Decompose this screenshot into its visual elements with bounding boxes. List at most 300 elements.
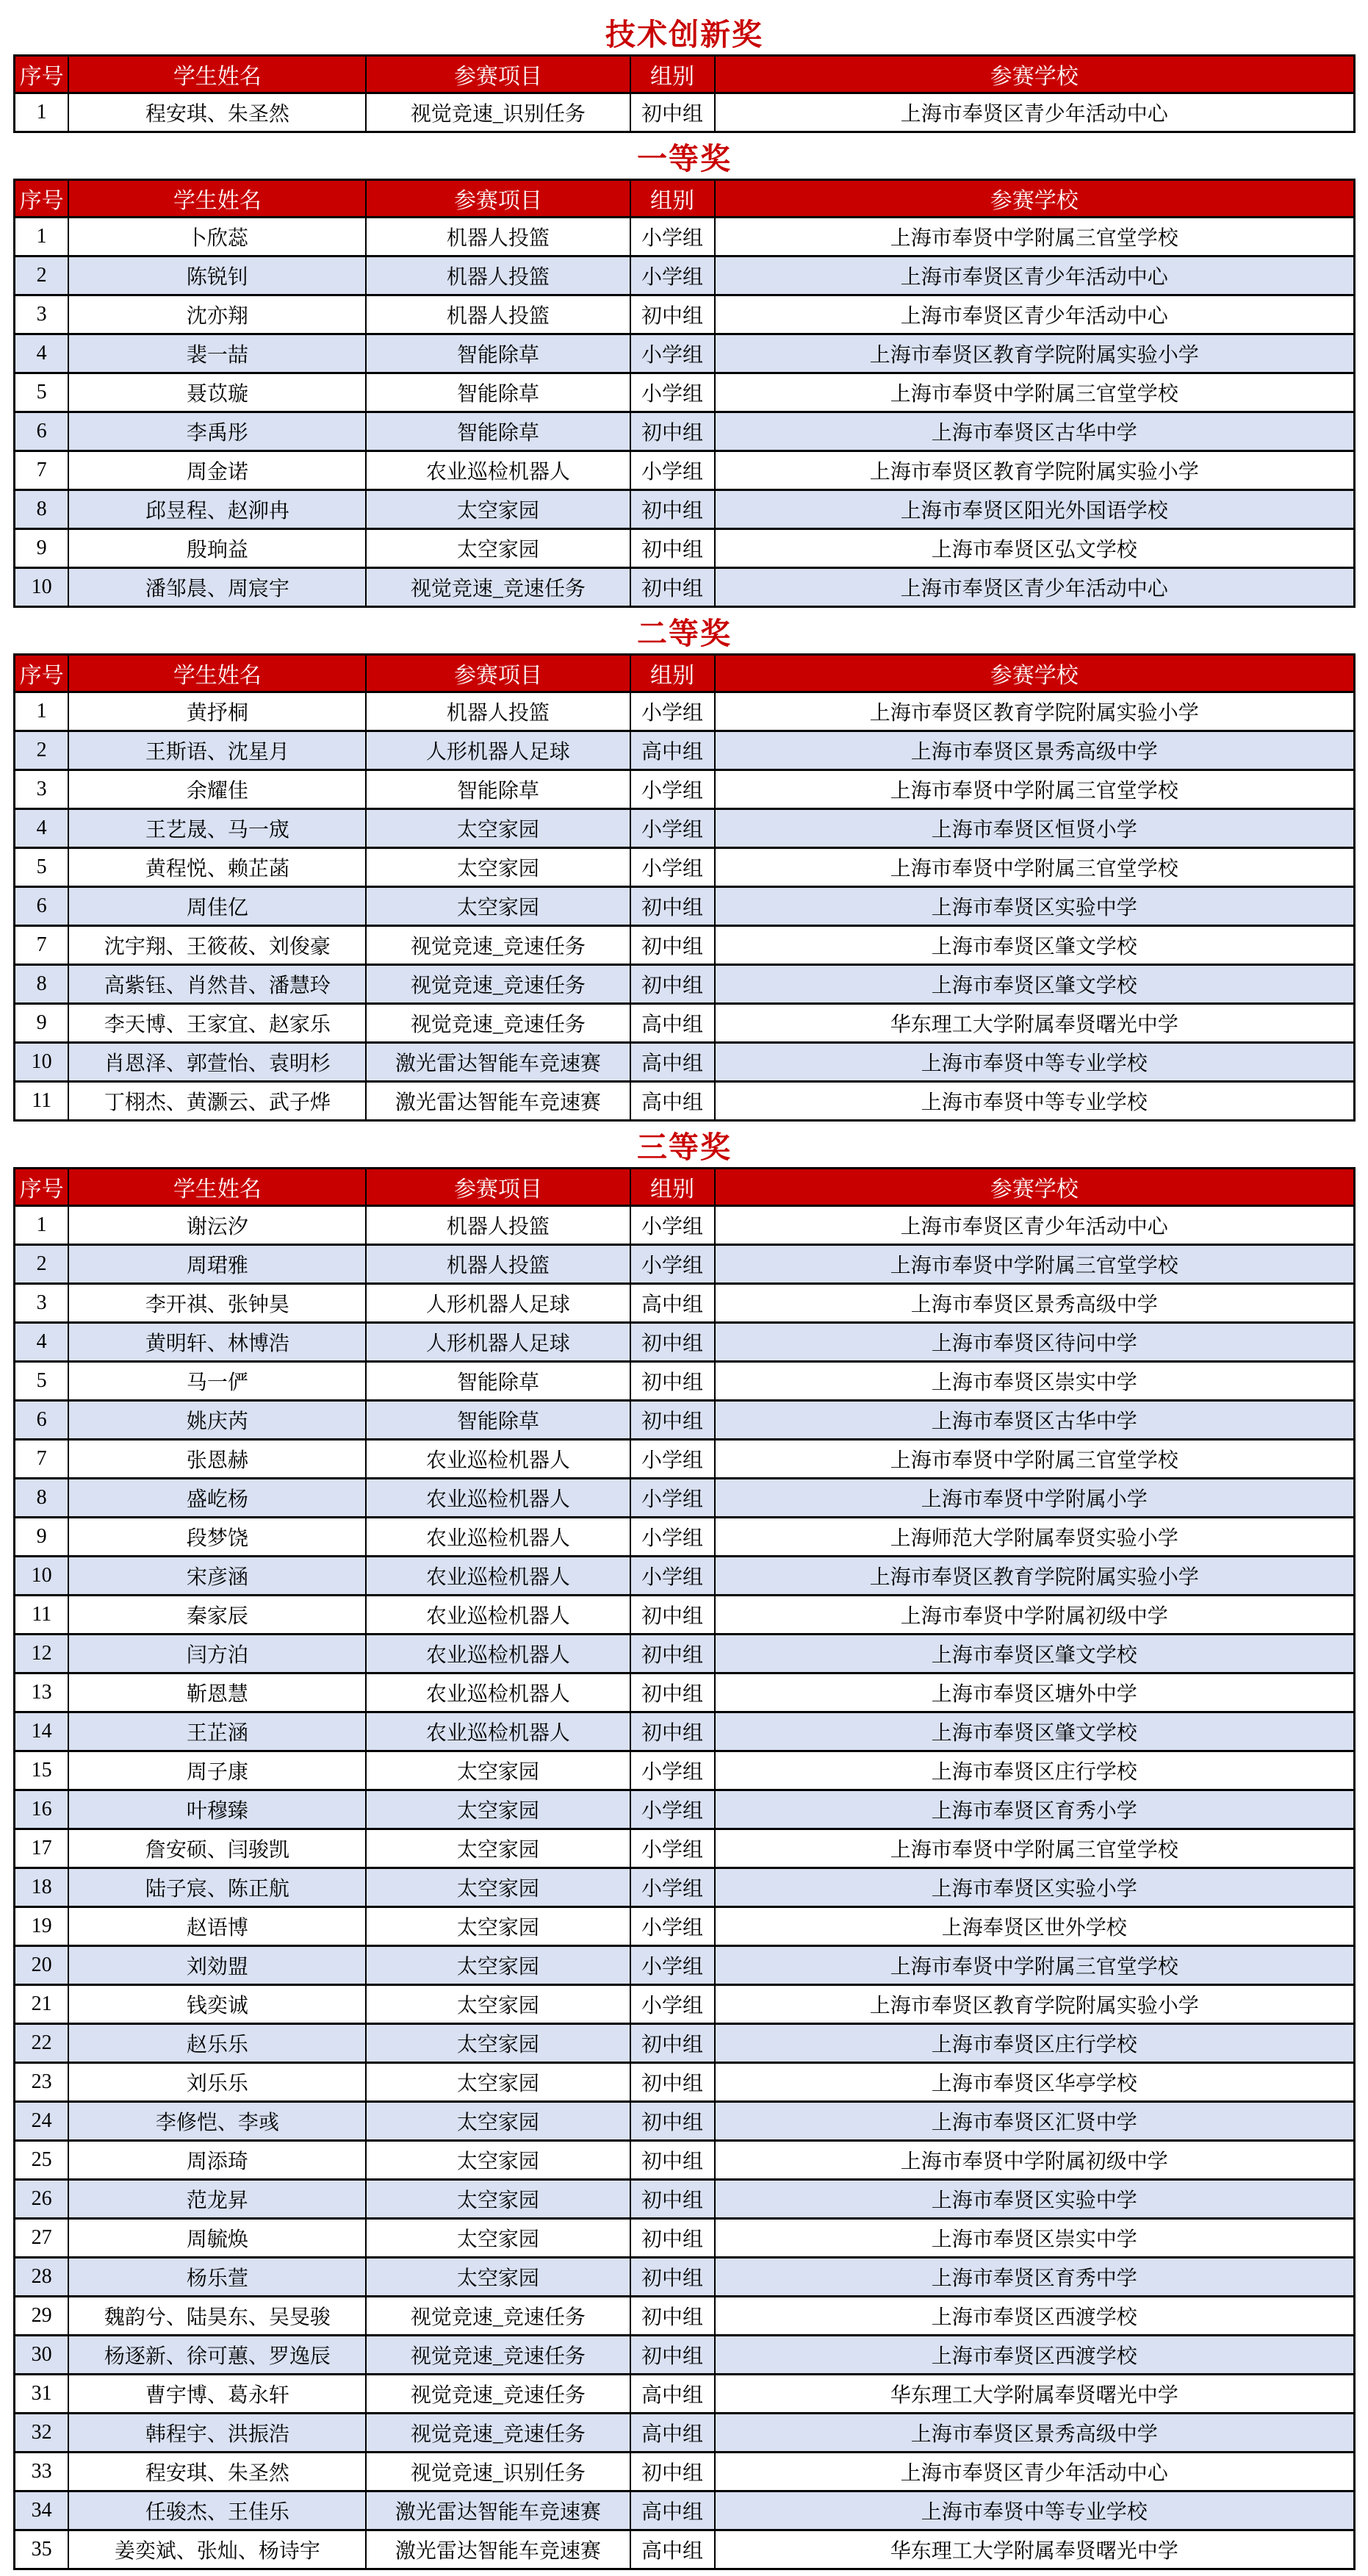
table-row (15, 334, 1355, 373)
column-header-group: 组别 (630, 180, 715, 218)
cell-school-name: 上海市奉贤中学附属初级中学 (715, 2141, 1355, 2180)
cell-school-name: 上海市奉贤中学附属三官堂学校 (715, 373, 1355, 412)
cell-event-name: 视觉竞速_识别任务 (366, 2453, 630, 2491)
cell-group: 小学组 (630, 1557, 715, 1596)
table-row (15, 2297, 1355, 2336)
table-row (15, 412, 1355, 451)
cell-student-names: 马一俨 (68, 1362, 366, 1401)
table-row (15, 2453, 1355, 2491)
section-title: 技术创新奖 (605, 17, 763, 51)
table-row (15, 2491, 1355, 2530)
cell-event-name: 太空家园 (366, 2258, 630, 2297)
cell-group: 小学组 (630, 1829, 715, 1868)
table-row (15, 692, 1355, 731)
table-row (15, 770, 1355, 809)
cell-school-name: 华东理工大学附属奉贤曙光中学 (715, 2530, 1355, 2569)
cell-school-name: 上海市奉贤区青少年活动中心 (715, 256, 1355, 295)
cell-student-names: 陆子宸、陈正航 (68, 1868, 366, 1907)
cell-student-names: 黄抒桐 (68, 692, 366, 731)
cell-event-name: 视觉竞速_竞速任务 (366, 2297, 630, 2336)
cell-school-name: 上海市奉贤中学附属三官堂学校 (715, 1440, 1355, 1479)
award-section (13, 133, 1356, 608)
column-header-group: 组别 (630, 1169, 715, 1206)
cell-group: 小学组 (630, 1868, 715, 1907)
cell-serial-number: 7 (15, 1440, 69, 1479)
cell-school-name: 上海市奉贤区恒贤小学 (715, 809, 1355, 848)
cell-group: 小学组 (630, 1440, 715, 1479)
column-header-school: 参赛学校 (715, 56, 1355, 93)
cell-group: 高中组 (630, 2375, 715, 2414)
cell-serial-number: 1 (15, 218, 69, 256)
cell-group: 小学组 (630, 1479, 715, 1518)
table-row (15, 1401, 1355, 1440)
cell-group: 初中组 (630, 568, 715, 607)
cell-school-name: 上海市奉贤区青少年活动中心 (715, 2453, 1355, 2491)
cell-event-name: 太空家园 (366, 1790, 630, 1829)
column-header-group: 组别 (630, 56, 715, 93)
award-sections (13, 9, 1356, 2570)
cell-group: 高中组 (630, 1284, 715, 1323)
cell-student-names: 赵乐乐 (68, 2024, 366, 2063)
cell-event-name: 农业巡检机器人 (366, 1479, 630, 1518)
cell-school-name: 上海市奉贤中等专业学校 (715, 2491, 1355, 2530)
award-section (13, 608, 1356, 1122)
cell-event-name: 太空家园 (366, 1985, 630, 2024)
column-header-event: 参赛项目 (366, 655, 630, 692)
cell-group: 初中组 (630, 490, 715, 529)
column-header-group: 组别 (630, 655, 715, 692)
table-row (15, 1673, 1355, 1712)
cell-serial-number: 8 (15, 1479, 69, 1518)
cell-serial-number: 35 (15, 2530, 69, 2569)
cell-event-name: 人形机器人足球 (366, 731, 630, 770)
column-header-student-names: 学生姓名 (68, 1169, 366, 1206)
table-row (15, 1985, 1355, 2024)
cell-school-name: 上海市奉贤区庄行学校 (715, 1751, 1355, 1790)
table-row (15, 731, 1355, 770)
cell-school-name: 上海市奉贤中学附属三官堂学校 (715, 1829, 1355, 1868)
cell-event-name: 激光雷达智能车竞速赛 (366, 1043, 630, 1082)
cell-event-name: 机器人投篮 (366, 1245, 630, 1284)
cell-serial-number: 21 (15, 1985, 69, 2024)
cell-school-name: 上海市奉贤区西渡学校 (715, 2297, 1355, 2336)
cell-group: 初中组 (630, 965, 715, 1004)
column-header-event: 参赛项目 (366, 56, 630, 93)
cell-student-names: 黄程悦、赖芷菡 (68, 848, 366, 887)
cell-event-name: 太空家园 (366, 2024, 630, 2063)
cell-serial-number: 7 (15, 451, 69, 490)
cell-event-name: 视觉竞速_竞速任务 (366, 2375, 630, 2414)
cell-school-name: 上海市奉贤区实验小学 (715, 1868, 1355, 1907)
cell-school-name: 上海市奉贤区崇实中学 (715, 1362, 1355, 1401)
cell-school-name: 上海市奉贤中学附属小学 (715, 1479, 1355, 1518)
table-row (15, 2141, 1355, 2180)
cell-student-names: 刘乐乐 (68, 2063, 366, 2102)
cell-event-name: 太空家园 (366, 2180, 630, 2219)
cell-event-name: 人形机器人足球 (366, 1323, 630, 1362)
cell-student-names: 李天博、王家宜、赵家乐 (68, 1004, 366, 1043)
cell-student-names: 刘効盟 (68, 1946, 366, 1985)
cell-event-name: 农业巡检机器人 (366, 1673, 630, 1712)
cell-student-names: 宋彦涵 (68, 1557, 366, 1596)
table-row (15, 1323, 1355, 1362)
cell-school-name: 上海市奉贤区实验中学 (715, 887, 1355, 926)
cell-event-name: 视觉竞速_竞速任务 (366, 2414, 630, 2453)
cell-group: 初中组 (630, 1323, 715, 1362)
cell-serial-number: 9 (15, 1004, 69, 1043)
table-row (15, 1004, 1355, 1043)
cell-student-names: 程安琪、朱圣然 (68, 2453, 366, 2491)
cell-student-names: 段梦饶 (68, 1518, 366, 1557)
cell-school-name: 上海市奉贤中等专业学校 (715, 1043, 1355, 1082)
cell-group: 高中组 (630, 2414, 715, 2453)
cell-student-names: 韩程宇、洪振浩 (68, 2414, 366, 2453)
cell-event-name: 农业巡检机器人 (366, 1635, 630, 1673)
cell-school-name: 上海市奉贤中学附属三官堂学校 (715, 218, 1355, 256)
table-row (15, 2024, 1355, 2063)
cell-student-names: 姜奕斌、张灿、杨诗宇 (68, 2530, 366, 2569)
table-row (15, 373, 1355, 412)
table-row (15, 295, 1355, 334)
cell-serial-number: 33 (15, 2453, 69, 2491)
cell-student-names: 潘邹晨、周宸宇 (68, 568, 366, 607)
cell-group: 小学组 (630, 1907, 715, 1946)
cell-student-names: 余耀佳 (68, 770, 366, 809)
cell-serial-number: 10 (15, 568, 69, 607)
cell-event-name: 太空家园 (366, 848, 630, 887)
cell-group: 初中组 (630, 295, 715, 334)
cell-group: 小学组 (630, 1751, 715, 1790)
cell-group: 小学组 (630, 256, 715, 295)
cell-school-name: 上海市奉贤区教育学院附属实验小学 (715, 334, 1355, 373)
table-row (15, 2375, 1355, 2414)
cell-event-name: 视觉竞速_竞速任务 (366, 2336, 630, 2375)
cell-serial-number: 1 (15, 93, 69, 132)
table-row (15, 1790, 1355, 1829)
table-row (15, 965, 1355, 1004)
cell-student-names: 丁栩杰、黄灏云、武子烨 (68, 1082, 366, 1121)
cell-student-names: 王芷涵 (68, 1712, 366, 1751)
table-row (15, 2219, 1355, 2258)
cell-school-name: 上海市奉贤中学附属三官堂学校 (715, 1946, 1355, 1985)
cell-serial-number: 8 (15, 490, 69, 529)
column-header-serial-number: 序号 (15, 180, 69, 218)
table-row (15, 2258, 1355, 2297)
cell-school-name: 上海市奉贤区庄行学校 (715, 2024, 1355, 2063)
cell-school-name: 上海市奉贤区青少年活动中心 (715, 93, 1355, 132)
column-header-school: 参赛学校 (715, 180, 1355, 218)
cell-group: 小学组 (630, 1985, 715, 2024)
cell-student-names: 周子康 (68, 1751, 366, 1790)
cell-group: 小学组 (630, 809, 715, 848)
cell-school-name: 上海市奉贤区景秀高级中学 (715, 1284, 1355, 1323)
cell-school-name: 上海市奉贤中等专业学校 (715, 1082, 1355, 1121)
cell-event-name: 太空家园 (366, 1868, 630, 1907)
cell-serial-number: 17 (15, 1829, 69, 1868)
cell-event-name: 机器人投篮 (366, 692, 630, 731)
cell-student-names: 曹宇博、葛永轩 (68, 2375, 366, 2414)
table-row (15, 1868, 1355, 1907)
cell-serial-number: 3 (15, 770, 69, 809)
cell-group: 小学组 (630, 373, 715, 412)
cell-serial-number: 34 (15, 2491, 69, 2530)
cell-event-name: 视觉竞速_竞速任务 (366, 926, 630, 965)
cell-event-name: 太空家园 (366, 2063, 630, 2102)
cell-serial-number: 20 (15, 1946, 69, 1985)
cell-student-names: 李开祺、张钟昊 (68, 1284, 366, 1323)
cell-student-names: 范龙昇 (68, 2180, 366, 2219)
cell-group: 初中组 (630, 1362, 715, 1401)
cell-event-name: 太空家园 (366, 1829, 630, 1868)
cell-event-name: 视觉竞速_竞速任务 (366, 568, 630, 607)
table-row (15, 1440, 1355, 1479)
cell-event-name: 农业巡检机器人 (366, 1557, 630, 1596)
cell-serial-number: 31 (15, 2375, 69, 2414)
table-row (15, 568, 1355, 607)
table-row (15, 1946, 1355, 1985)
cell-school-name: 上海市奉贤区青少年活动中心 (715, 295, 1355, 334)
cell-student-names: 谢沄汐 (68, 1206, 366, 1245)
cell-event-name: 视觉竞速_竞速任务 (366, 1004, 630, 1043)
column-header-serial-number: 序号 (15, 56, 69, 93)
cell-student-names: 周珺雅 (68, 1245, 366, 1284)
cell-student-names: 詹安硕、闫骏凯 (68, 1829, 366, 1868)
table-row (15, 1518, 1355, 1557)
cell-serial-number: 10 (15, 1557, 69, 1596)
cell-school-name: 上海市奉贤区肇文学校 (715, 1635, 1355, 1673)
cell-student-names: 肖恩泽、郭萱怡、袁明杉 (68, 1043, 366, 1082)
header-row (15, 1169, 1355, 1206)
cell-event-name: 太空家园 (366, 490, 630, 529)
cell-event-name: 视觉竞速_识别任务 (366, 93, 630, 132)
cell-student-names: 聂苡璇 (68, 373, 366, 412)
cell-event-name: 视觉竞速_竞速任务 (366, 965, 630, 1004)
table-row (15, 926, 1355, 965)
cell-student-names: 杨乐萱 (68, 2258, 366, 2297)
cell-group: 高中组 (630, 1043, 715, 1082)
cell-event-name: 激光雷达智能车竞速赛 (366, 1082, 630, 1121)
cell-event-name: 农业巡检机器人 (366, 451, 630, 490)
cell-group: 初中组 (630, 2024, 715, 2063)
cell-event-name: 太空家园 (366, 887, 630, 926)
cell-serial-number: 29 (15, 2297, 69, 2336)
table-row (15, 451, 1355, 490)
cell-event-name: 太空家园 (366, 2219, 630, 2258)
cell-school-name: 上海市奉贤区崇实中学 (715, 2219, 1355, 2258)
cell-student-names: 李禹彤 (68, 412, 366, 451)
cell-group: 小学组 (630, 770, 715, 809)
cell-serial-number: 23 (15, 2063, 69, 2102)
cell-group: 初中组 (630, 2102, 715, 2141)
cell-school-name: 上海市奉贤区青少年活动中心 (715, 1206, 1355, 1245)
table-row (15, 1557, 1355, 1596)
cell-serial-number: 1 (15, 692, 69, 731)
cell-serial-number: 2 (15, 731, 69, 770)
cell-group: 小学组 (630, 1206, 715, 1245)
cell-school-name: 上海市奉贤区肇文学校 (715, 965, 1355, 1004)
cell-school-name: 上海市奉贤区教育学院附属实验小学 (715, 451, 1355, 490)
cell-group: 小学组 (630, 1518, 715, 1557)
column-header-event: 参赛项目 (366, 1169, 630, 1206)
cell-group: 初中组 (630, 2297, 715, 2336)
cell-school-name: 上海市奉贤区青少年活动中心 (715, 568, 1355, 607)
cell-serial-number: 15 (15, 1751, 69, 1790)
cell-event-name: 农业巡检机器人 (366, 1712, 630, 1751)
cell-group: 初中组 (630, 2219, 715, 2258)
column-header-school: 参赛学校 (715, 1169, 1355, 1206)
table-row (15, 1206, 1355, 1245)
cell-event-name: 太空家园 (366, 2102, 630, 2141)
table-row (15, 2102, 1355, 2141)
cell-group: 初中组 (630, 2180, 715, 2219)
cell-student-names: 杨逐新、徐可蕙、罗逸辰 (68, 2336, 366, 2375)
cell-group: 小学组 (630, 1245, 715, 1284)
table-row (15, 1043, 1355, 1082)
cell-student-names: 周添琦 (68, 2141, 366, 2180)
cell-event-name: 太空家园 (366, 1946, 630, 1985)
cell-school-name: 上海市奉贤区华亭学校 (715, 2063, 1355, 2102)
cell-school-name: 上海市奉贤区塘外中学 (715, 1673, 1355, 1712)
cell-event-name: 智能除草 (366, 412, 630, 451)
cell-student-names: 靳恩慧 (68, 1673, 366, 1712)
award-section (13, 9, 1356, 133)
cell-serial-number: 30 (15, 2336, 69, 2375)
cell-serial-number: 4 (15, 1323, 69, 1362)
table-row (15, 1362, 1355, 1401)
cell-group: 小学组 (630, 451, 715, 490)
cell-school-name: 上海市奉贤区教育学院附属实验小学 (715, 1557, 1355, 1596)
table-row (15, 1245, 1355, 1284)
awards-table (13, 179, 1356, 608)
cell-school-name: 上海市奉贤中学附属初级中学 (715, 1596, 1355, 1635)
cell-student-names: 程安琪、朱圣然 (68, 93, 366, 132)
cell-group: 小学组 (630, 218, 715, 256)
table-row (15, 2414, 1355, 2453)
cell-school-name: 上海市奉贤中学附属三官堂学校 (715, 1245, 1355, 1284)
cell-group: 初中组 (630, 529, 715, 568)
cell-serial-number: 4 (15, 809, 69, 848)
cell-group: 初中组 (630, 1401, 715, 1440)
table-row (15, 218, 1355, 256)
cell-group: 初中组 (630, 926, 715, 965)
cell-student-names: 邱昱程、赵泖冉 (68, 490, 366, 529)
table-row (15, 93, 1355, 132)
cell-student-names: 秦家辰 (68, 1596, 366, 1635)
table-row (15, 1082, 1355, 1121)
section-title: 三等奖 (637, 1130, 732, 1164)
cell-event-name: 太空家园 (366, 809, 630, 848)
cell-group: 初中组 (630, 2453, 715, 2491)
cell-school-name: 上海市奉贤区古华中学 (715, 412, 1355, 451)
cell-group: 初中组 (630, 1673, 715, 1712)
cell-student-names: 殷珦益 (68, 529, 366, 568)
column-header-serial-number: 序号 (15, 655, 69, 692)
header-row (15, 655, 1355, 692)
cell-student-names: 沈宇翔、王筱莜、刘俊豪 (68, 926, 366, 965)
table-row (15, 848, 1355, 887)
cell-student-names: 李修恺、李彧 (68, 2102, 366, 2141)
cell-event-name: 人形机器人足球 (366, 1284, 630, 1323)
cell-student-names: 周毓焕 (68, 2219, 366, 2258)
table-row (15, 529, 1355, 568)
cell-serial-number: 16 (15, 1790, 69, 1829)
cell-school-name: 华东理工大学附属奉贤曙光中学 (715, 1004, 1355, 1043)
table-row (15, 1479, 1355, 1518)
cell-serial-number: 9 (15, 1518, 69, 1557)
cell-serial-number: 32 (15, 2414, 69, 2453)
cell-event-name: 智能除草 (366, 770, 630, 809)
table-row (15, 1635, 1355, 1673)
cell-serial-number: 22 (15, 2024, 69, 2063)
cell-group: 初中组 (630, 1712, 715, 1751)
cell-student-names: 姚庆芮 (68, 1401, 366, 1440)
cell-group: 高中组 (630, 1082, 715, 1121)
cell-serial-number: 13 (15, 1673, 69, 1712)
cell-event-name: 激光雷达智能车竞速赛 (366, 2530, 630, 2569)
header-row (15, 56, 1355, 93)
cell-group: 小学组 (630, 692, 715, 731)
cell-serial-number: 4 (15, 334, 69, 373)
cell-school-name: 上海市奉贤区教育学院附属实验小学 (715, 692, 1355, 731)
cell-student-names: 沈亦翔 (68, 295, 366, 334)
cell-serial-number: 24 (15, 2102, 69, 2141)
cell-school-name: 上海市奉贤区肇文学校 (715, 926, 1355, 965)
cell-serial-number: 8 (15, 965, 69, 1004)
cell-school-name: 上海市奉贤区阳光外国语学校 (715, 490, 1355, 529)
table-row (15, 1829, 1355, 1868)
cell-school-name: 上海市奉贤区待问中学 (715, 1323, 1355, 1362)
cell-group: 初中组 (630, 412, 715, 451)
cell-group: 高中组 (630, 2530, 715, 2569)
cell-group: 小学组 (630, 848, 715, 887)
cell-group: 小学组 (630, 334, 715, 373)
cell-group: 初中组 (630, 93, 715, 132)
cell-student-names: 王艺晟、马一宬 (68, 809, 366, 848)
cell-serial-number: 14 (15, 1712, 69, 1751)
cell-group: 初中组 (630, 887, 715, 926)
awards-table (13, 54, 1356, 133)
cell-serial-number: 9 (15, 529, 69, 568)
awards-table (13, 1167, 1356, 2570)
cell-serial-number: 7 (15, 926, 69, 965)
cell-student-names: 裴一喆 (68, 334, 366, 373)
cell-group: 小学组 (630, 1946, 715, 1985)
cell-school-name: 上海市奉贤区育秀小学 (715, 1790, 1355, 1829)
cell-school-name: 上海市奉贤区景秀高级中学 (715, 2414, 1355, 2453)
cell-serial-number: 2 (15, 256, 69, 295)
cell-serial-number: 18 (15, 1868, 69, 1907)
cell-serial-number: 6 (15, 412, 69, 451)
cell-student-names: 叶穆臻 (68, 1790, 366, 1829)
cell-student-names: 盛屹杨 (68, 1479, 366, 1518)
cell-serial-number: 25 (15, 2141, 69, 2180)
cell-serial-number: 5 (15, 848, 69, 887)
cell-serial-number: 12 (15, 1635, 69, 1673)
cell-event-name: 机器人投篮 (366, 256, 630, 295)
cell-event-name: 智能除草 (366, 334, 630, 373)
cell-serial-number: 5 (15, 373, 69, 412)
table-row (15, 1284, 1355, 1323)
cell-event-name: 智能除草 (366, 1362, 630, 1401)
cell-school-name: 上海市奉贤中学附属三官堂学校 (715, 770, 1355, 809)
cell-school-name: 上海师范大学附属奉贤实验小学 (715, 1518, 1355, 1557)
section-title: 一等奖 (637, 141, 732, 176)
cell-group: 初中组 (630, 2141, 715, 2180)
cell-group: 初中组 (630, 1596, 715, 1635)
cell-serial-number: 5 (15, 1362, 69, 1401)
cell-student-names: 高紫钰、肖然昔、潘慧玲 (68, 965, 366, 1004)
column-header-serial-number: 序号 (15, 1169, 69, 1206)
